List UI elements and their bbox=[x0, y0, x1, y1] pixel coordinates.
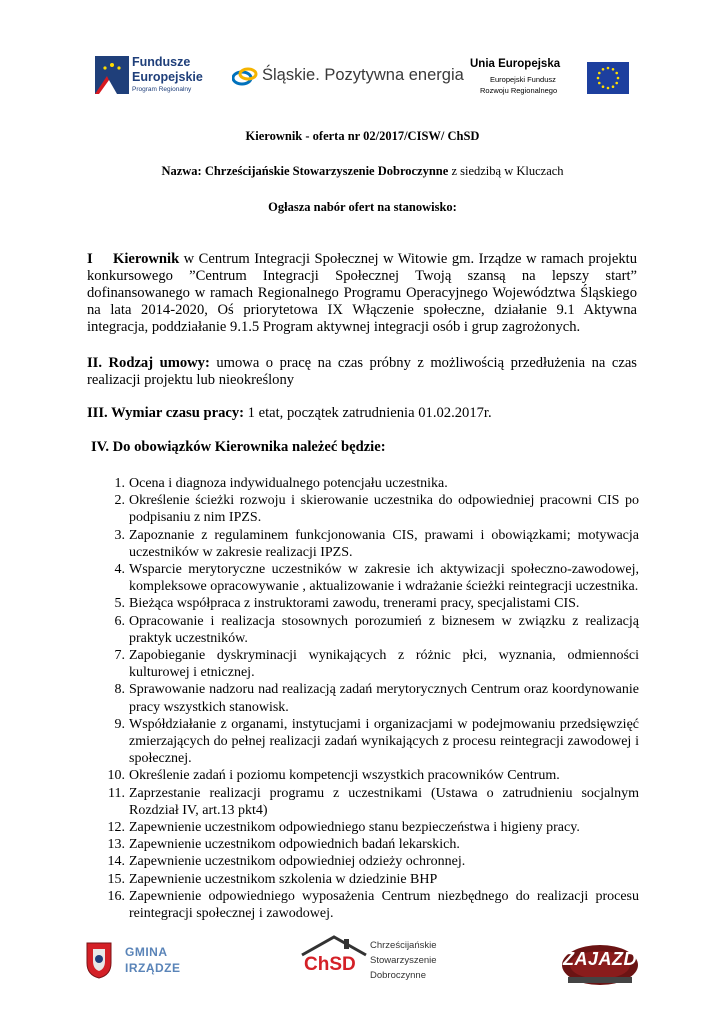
list-item-text: Zapoznanie z regulaminem funkcjonowania CIS, prawami i obowiązkami; motywacja uczestników w zakresie realizacji IPZS. bbox=[129, 527, 639, 560]
list-item-number: 5. bbox=[114, 596, 125, 612]
list-item-number: 13. bbox=[107, 837, 125, 853]
list-item-number: 9. bbox=[114, 716, 125, 732]
list-item bbox=[87, 647, 639, 681]
list-item-text: Zapewnienie uczestnikom odpowiedniej odzieży ochronnej. bbox=[129, 854, 466, 870]
gmina-logo bbox=[85, 939, 195, 989]
list-item bbox=[87, 561, 639, 595]
list-item-number: 15. bbox=[107, 871, 125, 887]
coat-of-arms-icon bbox=[85, 941, 113, 979]
list-item-number: 12. bbox=[107, 820, 125, 836]
list-item-text: Sprawowanie nadzoru nad realizacją zadań merytorycznych Centrum oraz koordynowanie pracy wszystkich stanowisk. bbox=[129, 682, 639, 715]
section-i-title: Kierownik bbox=[113, 251, 180, 267]
announcement-heading: Ogłasza nabór ofert na stanowisko: bbox=[268, 200, 457, 214]
footer-logos bbox=[0, 935, 725, 995]
list-item-number: 3. bbox=[114, 527, 125, 543]
list-item bbox=[87, 716, 639, 768]
header-logos bbox=[0, 40, 725, 110]
list-item-number: 11. bbox=[108, 785, 125, 801]
section-iv-heading bbox=[91, 439, 641, 456]
organization-name: Nazwa: Chrześcijańskie Stowarzyszenie Dobroczynne bbox=[161, 164, 449, 178]
zajazd-name: ZAJAZD bbox=[563, 949, 637, 969]
list-item-number: 14. bbox=[107, 854, 125, 870]
list-item-text: Zapewnienie uczestnikom szkolenia w dziedzinie BHP bbox=[129, 871, 438, 887]
list-item bbox=[87, 681, 639, 715]
fundusze-europejskie-logo bbox=[95, 53, 225, 101]
fe-line1: Fundusze bbox=[132, 55, 191, 69]
offer-title: Kierownik - oferta nr 02/2017/CISW/ ChSD bbox=[245, 129, 480, 143]
fe-line2: Europejskie bbox=[132, 70, 203, 84]
duties-list bbox=[87, 475, 639, 922]
eu-flag-icon bbox=[587, 62, 629, 94]
list-item bbox=[87, 853, 639, 870]
list-item-number: 10. bbox=[107, 768, 125, 784]
list-item-text: Bieżąca współpraca z instruktorami zawodu, trenerami pracy, specjalistami CIS. bbox=[129, 596, 580, 612]
list-item-text: Zapewnienie uczestnikom odpowiednich badań lekarskich. bbox=[129, 837, 460, 853]
section-iii bbox=[87, 405, 637, 422]
list-item bbox=[87, 871, 639, 888]
slaskie-name: Śląskie. bbox=[262, 66, 320, 84]
list-item-text: Zaprzestanie realizacji programu z uczestnikami (Ustawa o zatrudnieniu socjalnym Rozdział IV, art.13 pkt4) bbox=[129, 785, 639, 818]
list-item bbox=[87, 527, 639, 561]
section-i bbox=[87, 251, 637, 336]
chsd-line2: Stowarzyszenie bbox=[370, 955, 437, 966]
list-item-text: Zapewnienie uczestnikom odpowiedniego stanu bezpieczeństwa i higieny pracy. bbox=[129, 820, 580, 836]
organization-location: z siedzibą w Kluczach bbox=[448, 164, 564, 178]
fe-flag-icon bbox=[95, 56, 129, 94]
list-item-text: Zapewnienie odpowiedniego wyposażenia Centrum niezbędnego do realizacji procesu reintegracji społecznej i zawodowej. bbox=[129, 888, 639, 922]
section-iii-label: III. Wymiar czasu pracy: bbox=[87, 405, 245, 421]
list-item bbox=[87, 819, 639, 836]
list-item-text: Określenie zadań i poziomu kompetencji wszystkich pracowników Centrum. bbox=[129, 768, 560, 784]
eu-logo bbox=[470, 58, 630, 103]
list-item bbox=[87, 888, 639, 922]
list-item-number: 1. bbox=[114, 476, 125, 491]
list-item bbox=[87, 492, 639, 526]
section-iii-text: 1 etat, początek zatrudnienia 01.02.2017r. bbox=[244, 405, 492, 421]
list-item-text: Określenie ścieżki rozwoju i skierowanie uczestnika do odpowiedniej pracowni CIS po podpisaniu z nim IPZS. bbox=[129, 493, 639, 526]
gmina-line1: GMINA bbox=[125, 945, 168, 959]
slaskie-mark-icon bbox=[232, 64, 258, 88]
fe-line3: Program Regionalny bbox=[132, 86, 192, 93]
section-iv-label: IV. Do obowiązków Kierownika należeć będzie: bbox=[91, 439, 386, 455]
gmina-line2: IRZĄDZE bbox=[125, 961, 181, 975]
list-item-text: Ocena i diagnoza indywidualnego potencjału uczestnika. bbox=[129, 476, 448, 491]
list-item bbox=[87, 767, 639, 784]
zajazd-logo bbox=[558, 937, 642, 989]
eu-line1: Europejski Fundusz bbox=[490, 75, 556, 84]
chsd-abbreviation: ChSD bbox=[304, 954, 356, 975]
list-item-number: 2. bbox=[114, 493, 125, 509]
eu-line2: Rozwoju Regionalnego bbox=[480, 86, 558, 95]
section-i-number: I bbox=[87, 251, 93, 267]
chsd-line3: Dobroczynne bbox=[370, 970, 426, 981]
list-item bbox=[87, 785, 639, 819]
list-item-number: 4. bbox=[114, 562, 125, 578]
chsd-logo bbox=[300, 935, 450, 993]
chsd-line1: Chrześcijańskie bbox=[370, 940, 437, 951]
list-item-number: 16. bbox=[107, 888, 125, 904]
slaskie-tagline: Pozytywna energia bbox=[324, 66, 464, 84]
list-item-text: Opracowanie i realizacja stosownych porozumień z biznesem w związku z realizacją praktyk uczestników. bbox=[129, 613, 639, 646]
organization-line bbox=[0, 164, 725, 179]
section-ii-text: umowa o pracę na czas próbny z możliwością przedłużenia na czas realizacji projektu lub nieokreślony bbox=[87, 355, 637, 388]
list-item bbox=[87, 595, 639, 612]
list-item-number: 6. bbox=[114, 613, 125, 629]
list-item-text: Zapobieganie dyskryminacji wynikających z różnic płci, wyznania, odmienności kulturowej i etnicznej. bbox=[129, 648, 639, 681]
slaskie-logo bbox=[232, 64, 464, 94]
list-item bbox=[87, 475, 639, 492]
list-item-text: Współdziałanie z organami, instytucjami i organizacjami w podejmowaniu przedsięwzięć zmierzających do pełnej realizacji zadań wynikających z procesu reintegracji zawodowej i społecznej. bbox=[129, 716, 639, 767]
section-ii bbox=[87, 355, 637, 389]
list-item-number: 8. bbox=[114, 682, 125, 698]
list-item bbox=[87, 836, 639, 853]
eu-title: Unia Europejska bbox=[470, 58, 561, 70]
list-item-number: 7. bbox=[114, 648, 125, 664]
list-item bbox=[87, 613, 639, 647]
section-ii-label: II. Rodzaj umowy: bbox=[87, 355, 210, 371]
section-i-text: w Centrum Integracji Społecznej w Witowie gm. Irządze w ramach projektu konkursowego ”Centrum Integracji Społecznej Twoją szansą na lepszy start” dofinansowanego w ramach Regionalnego Programu Operacyjnego Województwa Śląskiego na lata 2014-2020, Oś priorytetowa IX Włączenie społeczne, działanie 9.1 Aktywna integracja, poddziałanie 9.1.5 Program aktywnej integracji osób i grup zagrożonych. bbox=[87, 251, 637, 335]
list-item-text: Wsparcie merytoryczne uczestników w zakresie ich aktywizacji społeczno-zawodowej, kompleksowe opracowywanie , aktualizowanie i wdrażanie ścieżki reintegracji uczestnika. bbox=[129, 562, 639, 595]
